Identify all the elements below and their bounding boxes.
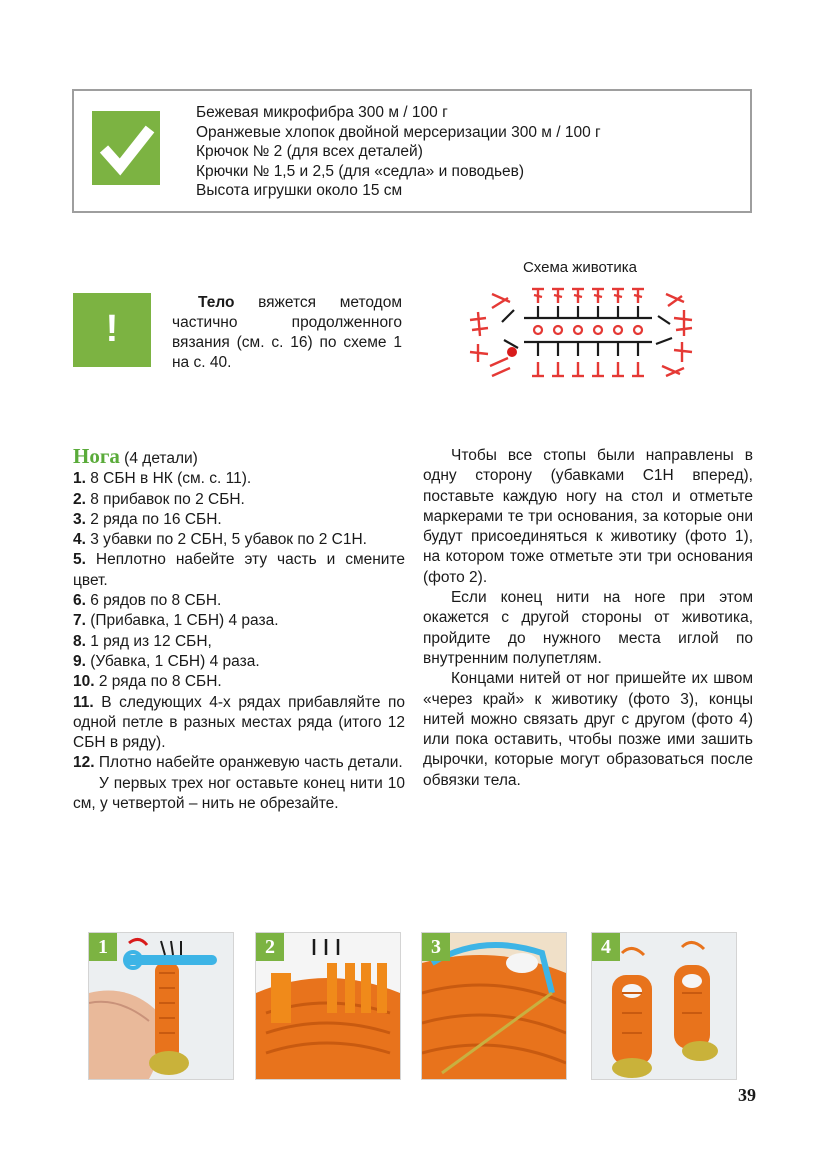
scheme-chain-row	[534, 326, 642, 334]
materials-list	[196, 103, 601, 201]
note-body: вяжется методом частично продолженного вязания (см. с. 16) по схеме 1 на с. 40.	[172, 294, 402, 371]
scheme-side-right	[662, 294, 692, 376]
paragraph: Чтобы все стопы были направлены в одну сторону (убавками С1Н вперед), поставьте каждую ногу на стол и отметьте маркерами те три основания, за которые они будут присоединяться к животику (фото 1), на котором тоже отметьте эти три основания (фото 2).	[423, 447, 753, 586]
exclamation-icon: !	[105, 308, 119, 350]
page-number: 39	[738, 1085, 756, 1105]
materials-line: Крючки № 1,5 и 2,5 (для «седла» и поводьев)	[196, 162, 525, 180]
step-row: 2. 8 прибавок по 2 СБН.	[73, 490, 245, 508]
materials-line: Оранжевые хлопок двойной мерсеризации 300 м / 100 г	[196, 123, 601, 141]
step-row: 5. Неплотно набейте эту часть и смените цвет.	[73, 551, 405, 589]
belly-scheme-diagram	[462, 282, 698, 384]
materials-line: Высота игрушки около 15 см	[196, 182, 403, 199]
scheme-black-rows	[502, 306, 672, 356]
step-row: 10. 2 ряда по 8 СБН.	[73, 673, 222, 691]
note-badge	[73, 293, 151, 367]
materials-box	[72, 89, 752, 213]
photo-label: 2	[256, 933, 284, 961]
paragraph: Если конец нити на ноге при этом окажется с другой стороны от животика, пройдите до нужного места иглой по внутренним полупетлям.	[423, 589, 753, 667]
photo-2	[255, 932, 401, 1080]
attach-instructions	[423, 446, 753, 791]
note-text	[172, 293, 402, 373]
leg-instructions	[73, 446, 405, 814]
scheme-start-dot	[507, 347, 517, 357]
scheme-bottom-row	[532, 362, 644, 376]
photo-label: 3	[422, 933, 450, 961]
materials-line: Бежевая микрофибра 300 м / 100 г	[196, 104, 448, 121]
step-row: 7. (Прибавка, 1 СБН) 4 раза.	[73, 612, 279, 630]
step-row: 8. 1 ряд из 12 СБН,	[73, 632, 212, 650]
step-row: 9. (Убавка, 1 СБН) 4 раза.	[73, 652, 260, 670]
scheme-side-left	[470, 294, 510, 376]
step-row: 3. 2 ряда по 16 СБН.	[73, 510, 222, 528]
scheme-title: Схема животика	[522, 259, 638, 276]
photo-4	[591, 932, 737, 1080]
photo-label: 1	[89, 933, 117, 961]
paragraph: Концами нитей от ног пришейте их швом «через край» к животику (фото 3), концы нитей можно связать друг с другом (фото 4) или пока оставить, чтобы позже ими зашить дырочки, которые могут образоваться после обвязки тела.	[423, 670, 753, 789]
leg-subtitle: (4 детали)	[119, 450, 198, 467]
materials-badge	[92, 111, 160, 185]
note-bold: Тело	[198, 294, 235, 311]
step-row: 1. 8 СБН в НК (см. с. 11).	[73, 470, 252, 488]
check-icon	[92, 111, 160, 185]
step-row: 4. 3 убавки по 2 СБН, 5 убавок по 2 С1Н.	[73, 531, 367, 549]
step-row: 11. В следующих 4-х рядах прибавляйте по одной петле в разных местах ряда (итого 12 СБН в ряду).	[73, 693, 405, 752]
photo-3	[421, 932, 567, 1080]
step-row: 12. Плотно набейте оранжевую часть детали.	[73, 754, 403, 772]
materials-line: Крючок № 2 (для всех деталей)	[196, 143, 423, 160]
leg-heading: Нога	[73, 444, 120, 468]
photo-1	[88, 932, 234, 1080]
photo-label: 4	[592, 933, 620, 961]
scheme-top-row	[532, 289, 644, 303]
step-row: 6. 6 рядов по 8 СБН.	[73, 592, 222, 610]
leg-closing: У первых трех ног оставьте конец нити 10 см, у четвертой – нить не обрезайте.	[73, 774, 405, 813]
